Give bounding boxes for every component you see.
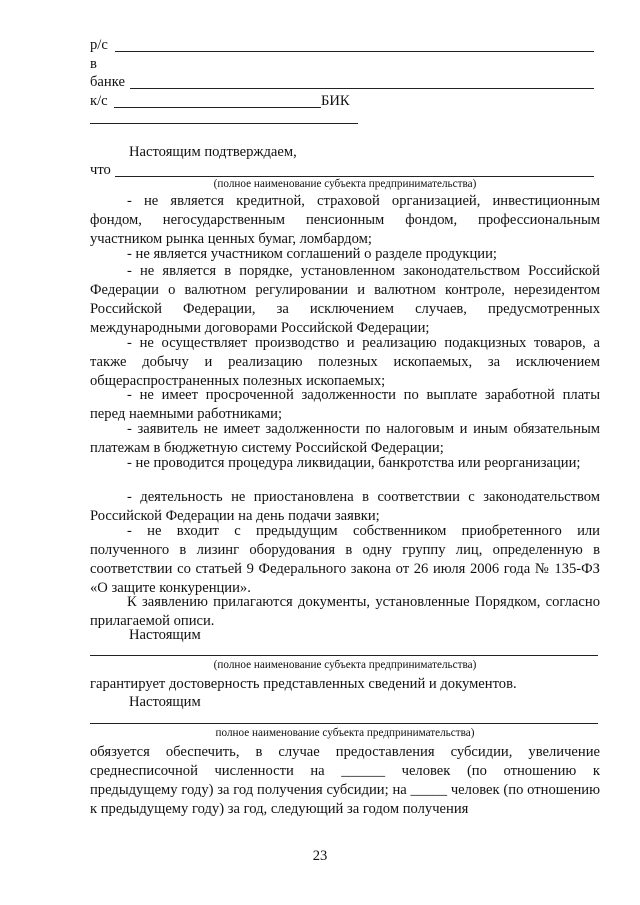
- obligation-fill-line: [90, 723, 598, 724]
- obligation-text: обязуется обеспечить, в случае предоставления субсидии, увеличение среднесписочной численности на ______ человек (по отношению к предыдущему году) за год получения субсидии; на _____ человек (по отношению к предыдущему году) за год, следующий за годом получения: [90, 744, 600, 818]
- guarantee-text: гарантирует достоверность представленных сведений и документов.: [90, 676, 517, 692]
- bik-label: БИК: [321, 93, 350, 109]
- guarantee-fill-line: [90, 655, 598, 656]
- obligation-intro: Настоящим: [129, 694, 201, 710]
- chto-label: что: [90, 162, 111, 178]
- ks-label: к/с: [90, 93, 108, 109]
- list-item: - не является участником соглашений о разделе продукции;: [127, 246, 497, 262]
- confirm-intro: Настоящим подтверждаем,: [129, 144, 297, 160]
- rs-line: [90, 36, 600, 55]
- guarantee-caption: (полное наименование субъекта предпринимательства): [213, 659, 477, 671]
- obligation-caption: полное наименование субъекта предпринимательства): [215, 727, 475, 739]
- v-label: в: [90, 56, 97, 72]
- rs-fill-line: [115, 51, 594, 52]
- v-line: [90, 55, 600, 74]
- list-item: - не осуществляет производство и реализацию подакцизных товаров, а также добычу и реализацию полезных ископаемых, за исключением общераспространенных полезных ископаемых;: [90, 335, 600, 390]
- chto-fill-line: [115, 176, 594, 177]
- list-item: - деятельность не приостановлена в соответствии с законодательством Российской Федерации на день подачи заявки;: [90, 489, 600, 525]
- list-item: - не входит с предыдущим собственником приобретенного или полученного в лизинг оборудования в одну группу лиц, определенную в соответствии со статьей 9 Федерального закона от 26 июля 2006 года № 135-ФЗ «О защите конкуренции».: [90, 523, 600, 597]
- bank-label: банке: [90, 74, 125, 90]
- bik-fill-line: [90, 123, 358, 124]
- list-item: - не имеет просроченной задолженности по выплате заработной платы перед наемными работниками;: [90, 387, 600, 423]
- attach-paragraph: К заявлению прилагаются документы, установленные Порядком, согласно прилагаемой описи.: [90, 594, 600, 630]
- confirm-caption: (полное наименование субъекта предпринимательства): [213, 178, 477, 190]
- list-item: - не проводится процедура ликвидации, банкротства или реорганизации;: [127, 455, 581, 471]
- rs-label: р/с: [90, 37, 108, 53]
- bank-fill-line: [130, 88, 594, 89]
- ks-fill-line: [114, 107, 321, 108]
- bank-line: [90, 73, 600, 92]
- ks-line: [90, 92, 600, 111]
- page-number: 23: [312, 848, 328, 864]
- list-item: - не является в порядке, установленном законодательством Российской Федерации о валютном регулировании и валютном контроле, нерезидентом Российской Федерации, за исключением случаев, предусмотренных международными договорами Российской Федерации;: [90, 263, 600, 337]
- list-item: - заявитель не имеет задолженности по налоговым и иным обязательным платежам в бюджетную систему Российской Федерации;: [90, 421, 600, 457]
- guarantee-intro: Настоящим: [129, 627, 201, 643]
- list-item: - не является кредитной, страховой организацией, инвестиционным фондом, негосударственным пенсионным фондом, профессиональным участником рынка ценных бумаг, ломбардом;: [90, 193, 600, 248]
